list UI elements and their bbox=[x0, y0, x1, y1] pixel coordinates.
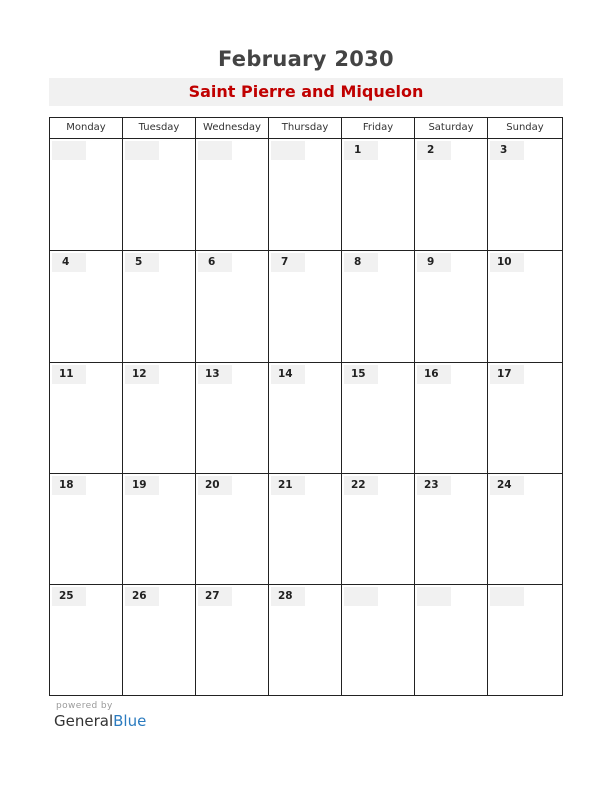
grid-line bbox=[487, 118, 488, 695]
day-number: 6 bbox=[198, 253, 232, 272]
day-number: 9 bbox=[417, 253, 451, 272]
day-number: 26 bbox=[125, 587, 159, 606]
weekday-sunday: Sunday bbox=[506, 122, 544, 133]
day-number bbox=[271, 141, 305, 160]
day-number: 18 bbox=[52, 476, 86, 495]
weekday-monday: Monday bbox=[66, 122, 106, 133]
region-name: Saint Pierre and Miquelon bbox=[49, 78, 563, 106]
day-number: 1 bbox=[344, 141, 378, 160]
day-number: 21 bbox=[271, 476, 305, 495]
day-number: 23 bbox=[417, 476, 451, 495]
day-number: 27 bbox=[198, 587, 232, 606]
day-number: 7 bbox=[271, 253, 305, 272]
grid-line bbox=[268, 118, 269, 695]
generalblue-logo bbox=[54, 712, 146, 730]
day-number: 19 bbox=[125, 476, 159, 495]
day-number: 14 bbox=[271, 365, 305, 384]
day-number: 24 bbox=[490, 476, 524, 495]
grid-line bbox=[414, 118, 415, 695]
day-number: 2 bbox=[417, 141, 451, 160]
grid-line bbox=[195, 118, 196, 695]
day-number: 5 bbox=[125, 253, 159, 272]
day-number: 22 bbox=[344, 476, 378, 495]
brand-blue: Blue bbox=[113, 712, 147, 730]
weekday-saturday: Saturday bbox=[428, 122, 474, 133]
day-number: 16 bbox=[417, 365, 451, 384]
grid-line bbox=[50, 250, 562, 251]
day-number: 25 bbox=[52, 587, 86, 606]
day-number: 13 bbox=[198, 365, 232, 384]
day-number: 11 bbox=[52, 365, 86, 384]
day-number: 17 bbox=[490, 365, 524, 384]
grid-line bbox=[122, 118, 123, 695]
weekday-wednesday: Wednesday bbox=[203, 122, 261, 133]
powered-by-text: powered by bbox=[56, 701, 113, 711]
day-number: 3 bbox=[490, 141, 524, 160]
calendar-grid bbox=[49, 117, 563, 696]
grid-line bbox=[341, 118, 342, 695]
grid-line bbox=[50, 473, 562, 474]
weekday-thursday: Thursday bbox=[281, 122, 329, 133]
weekday-friday: Friday bbox=[362, 122, 394, 133]
day-number bbox=[198, 141, 232, 160]
day-number bbox=[490, 587, 524, 606]
day-number: 12 bbox=[125, 365, 159, 384]
calendar-title: February 2030 bbox=[218, 47, 394, 71]
day-number: 28 bbox=[271, 587, 305, 606]
day-number: 10 bbox=[490, 253, 524, 272]
day-number bbox=[125, 141, 159, 160]
weekday-header-row bbox=[50, 118, 562, 139]
day-number: 4 bbox=[52, 253, 86, 272]
day-number bbox=[417, 587, 451, 606]
grid-line bbox=[50, 362, 562, 363]
brand-general: General bbox=[54, 712, 114, 730]
day-number: 20 bbox=[198, 476, 232, 495]
day-number bbox=[344, 587, 378, 606]
day-number: 15 bbox=[344, 365, 378, 384]
day-number bbox=[52, 141, 86, 160]
grid-line bbox=[50, 584, 562, 585]
weekday-tuesday: Tuesday bbox=[138, 122, 180, 133]
day-number: 8 bbox=[344, 253, 378, 272]
